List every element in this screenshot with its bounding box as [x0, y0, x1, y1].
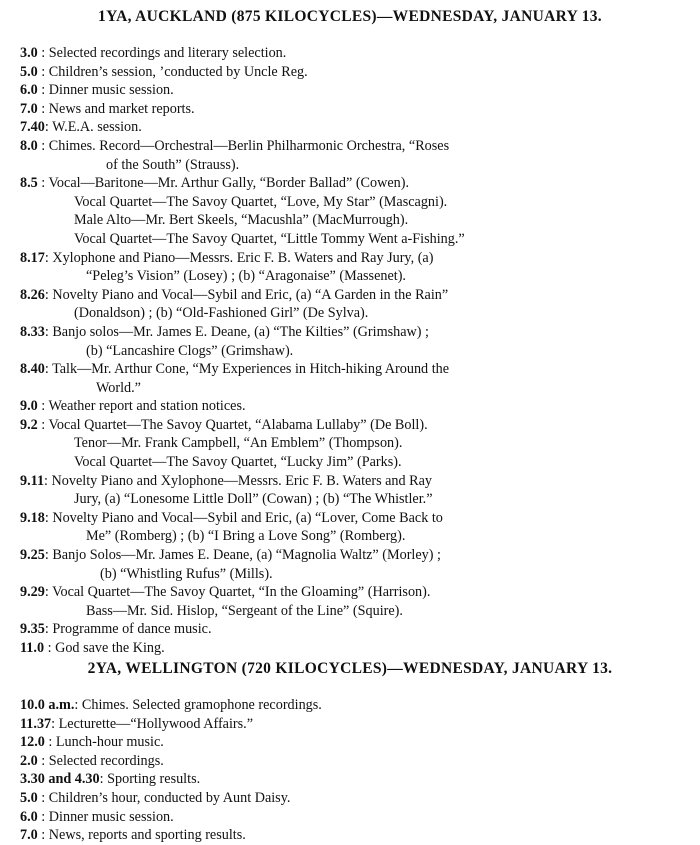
programme-entry-continuation	[20, 602, 690, 621]
entry-text: News and market reports.	[48, 100, 195, 117]
entry-text: Vocal Quartet—The Savoy Quartet, “Love, My Star” (Mascagni).	[74, 193, 448, 210]
programme-entry	[20, 546, 690, 565]
programme-entry	[20, 583, 690, 602]
entry-separator: :	[44, 640, 56, 656]
entry-separator: :	[44, 547, 53, 564]
entry-separator: :	[99, 771, 108, 788]
entry-separator: :	[44, 361, 53, 378]
entry-time: 8.17	[20, 249, 45, 266]
programme-entry-continuation	[20, 453, 690, 472]
programme-entry	[20, 808, 690, 827]
programme-entry-continuation	[20, 379, 690, 398]
programme-entry	[20, 249, 690, 268]
entry-time: 7.40	[20, 119, 45, 136]
programme-list-2ya	[20, 696, 690, 845]
entry-separator: :	[37, 808, 49, 825]
entry-separator: :	[37, 416, 49, 433]
programme-entry	[20, 696, 690, 715]
entry-separator: :	[44, 249, 53, 266]
programme-entry	[20, 174, 690, 193]
programme-entry-continuation	[20, 267, 690, 286]
entry-text: Novelty Piano and Vocal—Sybil and Eric, (a) “Lover, Come Back to	[52, 509, 443, 526]
entry-time: 9.29	[20, 584, 45, 601]
entry-text: “Peleg’s Vision” (Losey) ; (b) “Aragonaise” (Massenet).	[86, 268, 406, 285]
entry-time: 3.30 and 4.30	[20, 771, 100, 788]
programme-entry	[20, 620, 690, 639]
entry-separator: :	[37, 63, 49, 80]
entry-text: Children’s hour, conducted by Aunt Daisy.	[48, 789, 291, 806]
entry-time: 6.0	[20, 82, 38, 99]
entry-text: Programme of dance music.	[52, 621, 212, 638]
entry-text: of the South” (Strauss).	[106, 156, 240, 173]
programme-entry-continuation	[20, 211, 690, 230]
programme-entry	[20, 416, 690, 435]
programme-entry	[20, 397, 690, 416]
entry-text: Tenor—Mr. Frank Campbell, “An Emblem” (Thompson).	[74, 435, 403, 452]
programme-entry-continuation	[20, 490, 690, 509]
entry-time: 9.0	[20, 398, 38, 415]
entry-text: Sporting results.	[107, 771, 201, 788]
entry-time: 11.37	[20, 715, 52, 732]
programme-entry	[20, 472, 690, 491]
entry-text: Dinner music session.	[48, 82, 174, 99]
entry-time: 5.0	[20, 63, 38, 80]
entry-separator: :	[51, 715, 59, 732]
entry-separator: :	[74, 697, 82, 713]
programme-entry	[20, 360, 690, 379]
entry-text: Novelty Piano and Vocal—Sybil and Eric, (a) “A Garden in the Rain”	[52, 286, 449, 303]
entry-text: (b) “Lancashire Clogs” (Grimshaw).	[86, 342, 294, 359]
entry-text: Weather report and station notices.	[48, 398, 246, 415]
entry-text: (Donaldson) ; (b) “Old-Fashioned Girl” (De Sylva).	[74, 305, 369, 322]
programme-entry-continuation	[20, 565, 690, 584]
entry-time: 9.25	[20, 547, 45, 564]
entry-text: Selected recordings.	[48, 752, 164, 769]
programme-entry-continuation	[20, 304, 690, 323]
entry-time: 8.26	[20, 286, 45, 303]
programme-list-1ya	[20, 44, 690, 658]
entry-time: 8.40	[20, 361, 45, 378]
entry-text: (b) “Whistling Rufus” (Mills).	[100, 565, 273, 582]
entry-time: 2.0	[20, 752, 38, 769]
entry-text: Chimes. Selected gramophone recordings.	[81, 697, 322, 713]
programme-entry	[20, 770, 690, 789]
programme-entry	[20, 323, 690, 342]
entry-separator: :	[44, 584, 53, 601]
station-header-2ya: 2YA, WELLINGTON (720 KILOCYCLES)—WEDNESDAY, JANUARY 13.	[87, 660, 613, 677]
entry-text: Chimes. Record—Orchestral—Berlin Philharmonic Orchestra, “Roses	[48, 137, 450, 154]
programme-entry	[20, 733, 690, 752]
programme-entry	[20, 81, 690, 100]
entry-time: 12.0	[20, 734, 45, 751]
programme-entry-continuation	[20, 230, 690, 249]
programme-entry	[20, 509, 690, 528]
programme-entry-continuation	[20, 193, 690, 212]
entry-text: Dinner music session.	[48, 808, 174, 825]
entry-separator: :	[44, 286, 53, 303]
entry-time: 8.0	[20, 137, 38, 154]
programme-entry	[20, 100, 690, 119]
programme-entry-continuation	[20, 156, 690, 175]
entry-separator: :	[37, 45, 49, 61]
entry-text: News, reports and sporting results.	[48, 827, 246, 844]
entry-text: Talk—Mr. Arthur Cone, “My Experiences in Hitch-hiking Around the	[52, 361, 450, 378]
entry-separator: :	[37, 789, 49, 806]
programme-entry	[20, 44, 690, 63]
entry-text: Children’s session, ’conducted by Uncle Reg.	[48, 63, 308, 80]
programme-entry-continuation	[20, 434, 690, 453]
programme-entry-continuation	[20, 342, 690, 361]
entry-text: Vocal Quartet—The Savoy Quartet, “Lucky Jim” (Parks).	[74, 454, 402, 471]
entry-text: Banjo solos—Mr. James E. Deane, (a) “The Kilties” (Grimshaw) ;	[52, 323, 429, 340]
station-header-1ya: 1YA, AUCKLAND (875 KILOCYCLES)—WEDNESDAY, JANUARY 13.	[98, 8, 602, 25]
entry-text: Male Alto—Mr. Bert Skeels, “Macushla” (MacMurrough).	[74, 212, 409, 229]
programme-entry	[20, 137, 690, 156]
entry-text: Banjo Solos—Mr. James E. Deane, (a) “Magnolia Waltz” (Morley) ;	[52, 547, 441, 564]
entry-separator: :	[37, 175, 49, 192]
entry-time: 9.2	[20, 416, 38, 433]
programme-entry	[20, 63, 690, 82]
entry-separator: :	[44, 621, 53, 638]
entry-time: 10.0 a.m.	[20, 697, 75, 713]
entry-text: W.E.A. session.	[52, 119, 142, 136]
entry-separator: :	[37, 100, 49, 117]
entry-text: Jury, (a) “Lonesome Little Doll” (Cowan) ; (b) “The Whistler.”	[74, 491, 433, 508]
entry-separator: :	[37, 137, 49, 154]
entry-time: 6.0	[20, 808, 38, 825]
entry-separator: :	[37, 398, 49, 415]
entry-time: 9.18	[20, 509, 45, 526]
entry-separator: :	[44, 509, 53, 526]
entry-time: 5.0	[20, 789, 38, 806]
entry-text: God save the King.	[55, 640, 165, 656]
programme-entry-continuation	[20, 527, 690, 546]
entry-time: 3.0	[20, 45, 38, 61]
entry-time: 7.0	[20, 100, 38, 117]
entry-time: 11.0	[20, 640, 45, 656]
entry-separator: :	[44, 734, 56, 751]
entry-text: Me” (Romberg) ; (b) “I Bring a Love Song” (Romberg).	[86, 528, 406, 545]
entry-time: 7.0	[20, 827, 38, 844]
entry-text: Vocal Quartet—The Savoy Quartet, “Little Tommy Went a-Fishing.”	[74, 230, 465, 247]
programme-entry	[20, 639, 690, 658]
entry-text: Bass—Mr. Sid. Hislop, “Sergeant of the Line” (Squire).	[86, 602, 403, 619]
entry-separator: :	[44, 323, 53, 340]
entry-separator: :	[44, 472, 52, 489]
entry-text: Xylophone and Piano—Messrs. Eric F. B. Waters and Ray Jury, (a)	[52, 249, 434, 266]
entry-time: 9.11	[20, 472, 45, 489]
entry-text: World.”	[96, 379, 141, 396]
entry-text: Lecturette—“Hollywood Affairs.”	[58, 715, 253, 732]
entry-text: Vocal Quartet—The Savoy Quartet, “Alabama Lullaby” (De Boll).	[48, 416, 428, 433]
entry-text: Vocal—Baritone—Mr. Arthur Gally, “Border Ballad” (Cowen).	[48, 175, 410, 192]
entry-time: 9.35	[20, 621, 45, 638]
entry-time: 8.33	[20, 323, 45, 340]
entry-separator: :	[44, 119, 53, 136]
entry-separator: :	[37, 82, 49, 99]
programme-entry	[20, 789, 690, 808]
entry-text: Novelty Piano and Xylophone—Messrs. Eric F. B. Waters and Ray	[51, 472, 433, 489]
entry-separator: :	[37, 752, 49, 769]
programme-entry	[20, 752, 690, 771]
programme-entry	[20, 286, 690, 305]
entry-time: 8.5	[20, 175, 38, 192]
programme-entry	[20, 118, 690, 137]
programme-entry	[20, 715, 690, 734]
entry-text: Selected recordings and literary selection.	[48, 45, 287, 61]
entry-text: Vocal Quartet—The Savoy Quartet, “In the Gloaming” (Harrison).	[52, 584, 431, 601]
entry-separator: :	[37, 827, 49, 844]
entry-text: Lunch-hour music.	[55, 734, 164, 751]
